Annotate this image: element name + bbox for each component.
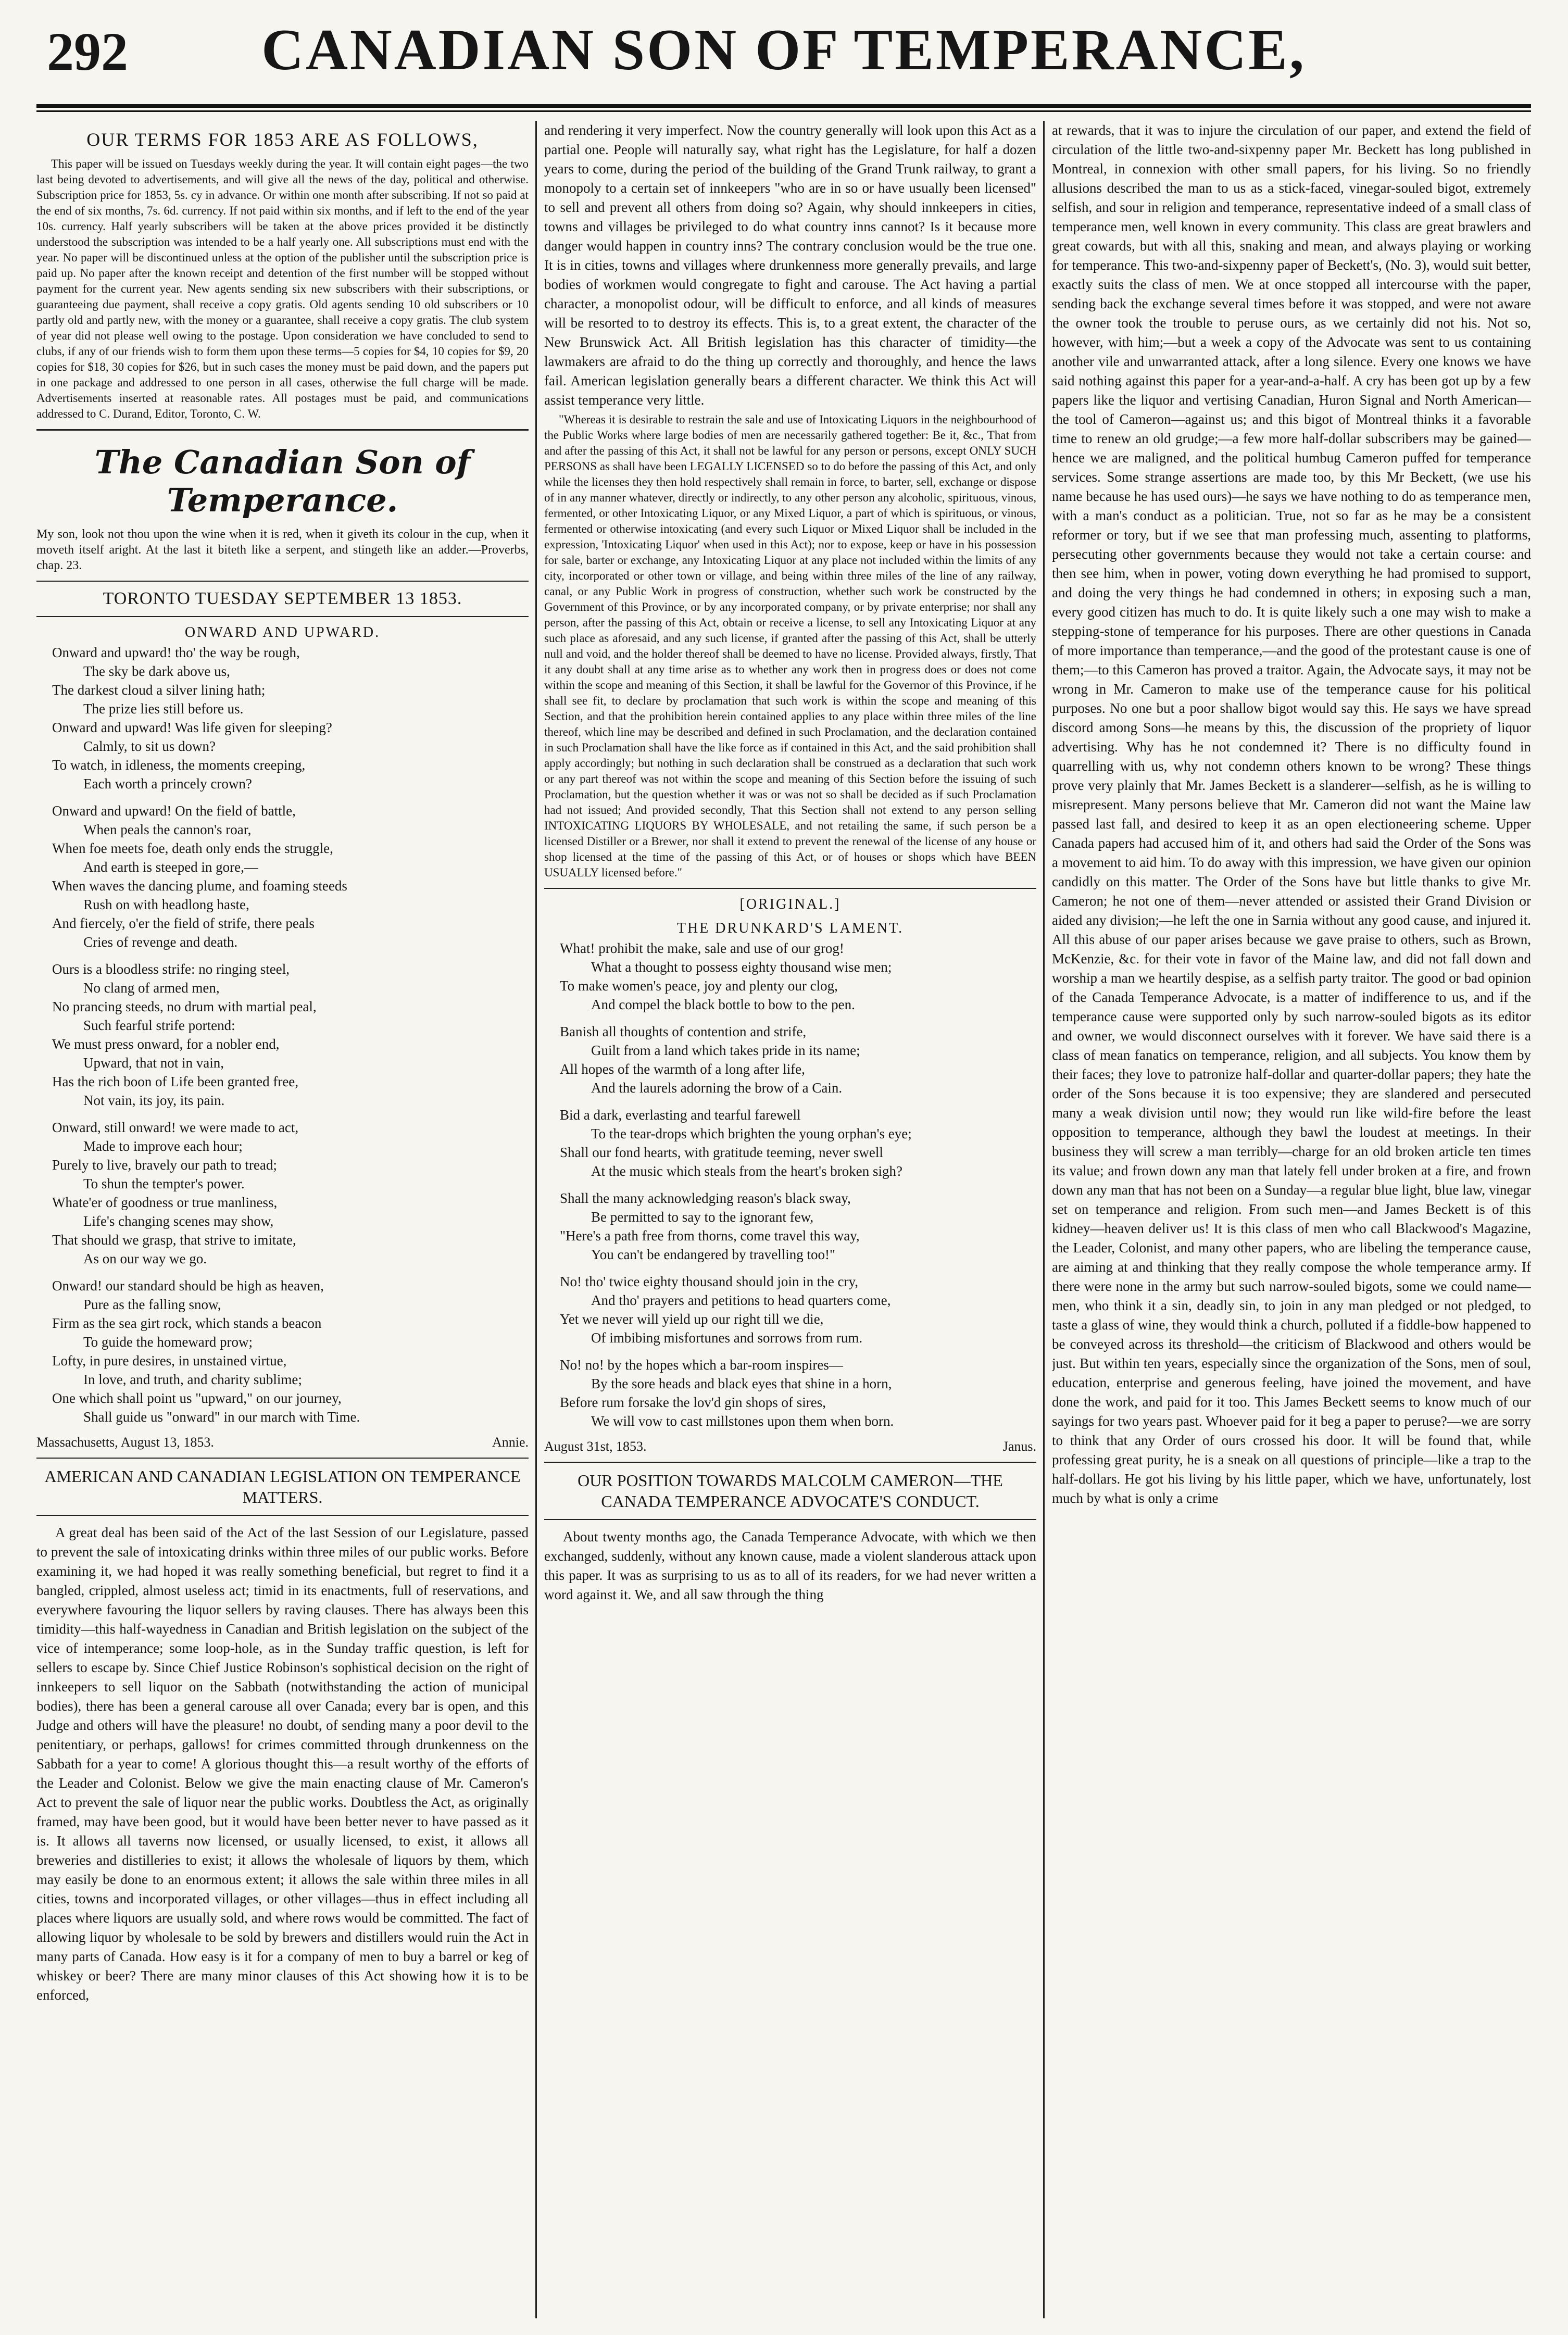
poem-line: Onward, still onward! we were made to act, [52, 1120, 299, 1135]
poem-line: Guilt from a land which takes pride in its name; [591, 1043, 860, 1058]
original-label: [ORIGINAL.] [739, 896, 841, 912]
poem-line: No! tho' twice eighty thousand should join in the cry, [560, 1274, 859, 1289]
dateline: TORONTO TUESDAY SEPTEMBER 13 1853. [103, 589, 462, 608]
poem-line: Bid a dark, everlasting and tearful farewell [560, 1107, 801, 1123]
poem-line: Has the rich boon of Life been granted free, [52, 1074, 299, 1089]
poem-line: Not vain, its joy, its pain. [83, 1093, 225, 1108]
poem-line: The prize lies still before us. [83, 701, 244, 717]
poem-line: Onward! our standard should be high as heaven, [52, 1278, 324, 1294]
paper-name: The Canadian Son of Temperance. [94, 443, 471, 519]
column-2 [544, 121, 1036, 2318]
column-1 [36, 121, 529, 2318]
poem-line: Life's changing scenes may show, [83, 1213, 274, 1229]
poem-line: Of imbibing misfortunes and sorrows from rum. [591, 1330, 863, 1346]
poem-line: At the music which steals from the heart's broken sigh? [591, 1163, 902, 1179]
masthead-rule-thin [36, 110, 1531, 112]
lament-author: Janus. [1002, 1439, 1036, 1454]
divider [36, 581, 529, 582]
poem-line: Ours is a bloodless strife: no ringing steel, [52, 961, 290, 977]
poem-line: To make women's peace, joy and plenty our clog, [560, 978, 838, 994]
poem-line: And tho' prayers and petitions to head quarters come, [591, 1292, 891, 1308]
poem-stanza [560, 939, 1036, 1014]
poem-line: And the laurels adorning the brow of a Cain. [591, 1080, 843, 1096]
poem-stanza [52, 801, 529, 951]
column-divider [1043, 121, 1045, 2318]
divider [36, 1515, 529, 1516]
position-continued: at rewards, that it was to injure the circulation of our paper, and extend the field of circulation of the little two-and-sixpenny paper Mr. Beckett has long published in Montreal, in connexion with other small papers, for his living. So no friendly allusions described the man to us as a stick-faced, vinegar-souled bigot, extremely selfish, and sour in religion and temperance, representative indeed of a small class of temperance men, well known in every community. This class are great brawlers and great cowards, but with all this, snaking and mean, and always playing or working for temperance. This two-and-sixpenny paper of Beckett's, (No. 3), would suit better, exactly suits the class of men. We at once stopped all intercourse with the paper, sending back the exchange several times before it was stopped, and were not aware the owner took the trouble to peruse ours, as we certainly did not his. Not so, however, with him;—but a week a copy of the Advocate was sent to us containing another vile and unwarranted attack, after a long silence. Every one knows we have said nothing against this paper for a year-and-a-half. A cry has been got up by a few papers like the liquor and vertising Canadian, Huron Signal and North American—the tool of Cameron—against us; and this bigot of Montreal thinks it a favorable time to renew an old grudge;—a few more half-dollar subscribers may be gained—hence we are maligned, and the political humbug Cameron puffed for temperance services. Some strange assertions are made too, by this Mr Beckett, (we use his name because he has used ours)—he says we have nothing to do as temperance men, with a man's conduct as a politician. True, not so far as he may be a consistent reformer or tory, but if we see that man professing much, assenting to platforms, persecuting other governments because they would not take a certain course: and then see him, when in power, voting down everything he had promised to support, and doing the very things he had condemned in others; in exposing such a man, every good citizen has much to do. It is quite likely such a one may wish to make a stepping-stone of temperance for his purposes. There are other questions in Canada of more importance than temperance,—and the good of the protestant cause is one of them;—to this Cameron has proved a traitor. Again, the Advocate says, it may not be wrong in Mr. Cameron to make use of the temperance cause for his political purposes. No one but a poor shallow bigot would say this. He says we have spread discord among Sons—he means by this, the discussion of the propriety of liquor advertising. Why has he not condemned it? There is no difficulty found in quarrelling with us, why not condemn others known to be wrong? These things prove very plainly that Mr. James Beckett is a slanderer—selfish, as he is willing to misrepresent. Many persons believe that Mr. Cameron did not want the Maine law passed last fall, and desired to keep it as an open electioneering scheme. Upper Canada papers had accused him of it, and others had said the Order of the Sons was a movement to aid him. To do away with this impression, we have given our opinion candidly on this matter. The Order of the Sons have but little thanks to give Mr. Cameron; he not one of them—never attended or assisted their Grand Division or aided any division;—he left the one in Sarnia without any good cause, and injured it. All this abuse of our paper arises because we gave praise to others, such as Brown, McKenzie, &c. for their vote in favor of the Maine law, and did not fall down and worship a man we heartily despise, as a selfish party traitor. The good or bad opinion of the Canada Temperance Advocate, is a matter of indifference to us, and if the temperance cause were supported only by such narrow-souled bigots as its editor and owner, we would disconnect ourselves with it forever. We have said there is a class of mean fanatics on temperance, religion, and all subjects. You know them by their faces; they love to patronize half-dollar and quarter-dollar papers; they hate the order of the Sons because it is too expensive; they are slandered and persecuted many a weak division until now; they would run like wild-fire before the least opposition to temperance, although they bawl the loudest at meetings. In their business they will screw a man terribly—charge for an old broken article ten times its value; and frown down any man that lately fell under broken at a fire, and frown down any man that has not been on a Sunday—a regular blue light, blue law, vinegar set on temperance and religion. From such men—and James Beckett is of this kidney—heaven deliver us! It is this class of men who call Blackwood's Magazine, the Leader, Colonist, and many other papers, who are libeling the temperance cause, are aiming at and thinking that they really compose the whole temperance army. If there were none in the army but such narrow-souled bigots, some we could name—men, who think it a sin, deadly sin, to join in any man pledged or not pledged, to taste a glass of wine, they would think a church, polluted if a fiddle-bow happened to be conveyed across its threshold—the criticism of Blackwood and others would be just. But within ten years, especially since the organization of the Sons, men of soul, education, enterprise and generous feeling, have joined the movement, and have done the work, and paid for it too. This James Beckett seems to know much of our sayings for two years past. Whoever paid for it beg a paper to peruse?—we are sorry to think that any Order of ours crossed his door. It will be found that, while professing great purity, he is a sneak on all questions of principle—like a trap to the half-dollars. He got his living by his little paper, which we have, unfortunately, lost much by what is only a crime [1052, 122, 1531, 1506]
divider [544, 888, 1036, 889]
poem-line: Purely to live, bravely our path to tread; [52, 1157, 277, 1173]
poem-line: All hopes of the warmth of a long after life, [560, 1061, 805, 1077]
terms-heading: OUR TERMS FOR 1853 ARE AS FOLLOWS, [86, 129, 479, 150]
poem-line: When peals the cannon's roar, [83, 822, 252, 837]
poem-line: Lofty, in pure desires, in unstained virtue, [52, 1353, 287, 1369]
poem-line: When waves the dancing plume, and foaming steeds [52, 878, 347, 894]
poem-line: No clang of armed men, [83, 980, 220, 996]
poem-line: Pure as the falling snow, [83, 1297, 221, 1312]
divider [36, 429, 529, 431]
divider [36, 616, 529, 617]
poem-signoff [36, 1435, 529, 1450]
poem-line: To the tear-drops which brighten the young orphan's eye; [591, 1126, 912, 1141]
poem-line: "Here's a path free from thorns, come travel this way, [560, 1228, 860, 1244]
poem-line: No! no! by the hopes which a bar-room inspires— [560, 1357, 843, 1373]
poem-line: Onward and upward! tho' the way be rough, [52, 645, 300, 660]
poem-stanza [560, 1189, 1036, 1264]
page-number: 292 [47, 22, 128, 82]
poem-title: ONWARD AND UPWARD. [184, 624, 381, 641]
poem-line: The darkest cloud a silver lining hath; [52, 682, 266, 698]
poem-stanza [52, 643, 529, 793]
masthead-rule [36, 104, 1531, 108]
position-heading: OUR POSITION TOWARDS MALCOLM CAMERON—THE CANADA TEMPERANCE ADVOCATE'S CONDUCT. [578, 1471, 1003, 1511]
poem-line: You can't be endangered by travelling too!" [591, 1247, 836, 1262]
poem-line: Shall guide us "onward" in our march with Time. [83, 1409, 360, 1425]
poem-line: One which shall point us "upward," on our journey, [52, 1390, 342, 1406]
poem-line: We will vow to cast millstones upon them when born. [591, 1413, 894, 1429]
poem-line: As on our way we go. [83, 1251, 207, 1266]
poem-line: That should we grasp, that strive to imitate, [52, 1232, 296, 1248]
poem-line: Made to improve each hour; [83, 1138, 243, 1154]
poem-place: Massachusetts, August 13, 1853. [36, 1435, 214, 1450]
poem-line: Rush on with headlong haste, [83, 897, 249, 912]
paper-title: CANADIAN SON OF TEMPERANCE, [261, 18, 1306, 82]
poem-line: Banish all thoughts of contention and strife, [560, 1024, 807, 1039]
poem-stanza [52, 1118, 529, 1268]
poem-drunkards-lament [544, 939, 1036, 1430]
poem-line: Before rum forsake the lov'd gin shops of sires, [560, 1395, 826, 1410]
poem-line: Upward, that not in vain, [83, 1055, 224, 1071]
article-heading: AMERICAN AND CANADIAN LEGISLATION ON TEMPERANCE MATTERS. [44, 1467, 521, 1507]
poem-line: Be permitted to say to the ignorant few, [591, 1209, 814, 1225]
poem-line: Firm as the sea girt rock, which stands a beacon [52, 1315, 322, 1331]
poem-line: And compel the black bottle to bow to the pen. [591, 997, 855, 1012]
poem-stanza [560, 1106, 1036, 1181]
poem-line: What a thought to possess eighty thousand wise men; [591, 959, 892, 975]
column-divider [535, 121, 537, 2318]
poem-line: In love, and truth, and charity sublime; [83, 1372, 302, 1387]
poem-line: And earth is steeped in gore,— [83, 859, 258, 875]
poem-stanza [52, 1276, 529, 1426]
motto: My son, look not thou upon the wine when it is red, when it giveth its colour in the cup, when it moveth itself aright. At the last it biteth like a serpent, and stingeth like an adder.—Proverbs, chap. 23. [36, 528, 529, 572]
quoted-act: "Whereas it is desirable to restrain the sale and use of Intoxicating Liquors in the neighbourhood of the Public Works where large bodies of men are necessarily gathered together: Be it, &c., That from and after the passing of this Act, it shall not be lawful for any person or persons, except ONLY SUCH PERSONS as shall have been LEGALLY LICENSED so to do before the passing of this Act, and only while the licenses they then hold respectively shall remain in force, to barter, sell, exchange or dispose of in any manner whatever, directly or indirectly, to any other person any alcoholic, spirituous, vinous, fermented, or other Intoxicating Liquor, or any Mixed Liquor, a part of which is spirituous, or vinous, fermented or otherwise intoxicating (and every such Liquor or Mixed Liquor shall be included in the expression, 'Intoxicating Liquor' when used in this Act); nor to expose, keep or have in his possession for sale, barter or exchange, any Intoxicating Liquor at any place not included within the limits of any city, incorporated or other town or village, and being within three miles of the line of any railway, canal, or any Public Work in progress of construction, whether such work be constructed by the Government of this Province, or by any incorporated company, or by private enterprise; nor shall any person, after the passing of this Act, obtain or receive a license, to sell any Intoxicating Liquor at any such place as aforesaid, and any such license, if granted after the passing of this Act, shall be utterly null and void, and the holder thereof shall be deemed to have no license. Provided always, firstly, That it any doubt shall at any time arise as to whether any work then in progress does or does not come within the scope and meaning of this Section, it shall be lawful for the Governor of this Province, if he shall see fit, to declare by proclamation that such work is within the scope and meaning of this Section, and that the prohibition herein contained applies to any place within three miles of the line thereof, which line may be described and defined in such Proclamation, and the declaration contained in such Proclamation shall have the like force as if contained in this Act, and the said prohibition shall apply accordingly; but nothing in such declaration shall be construed as a declaration that such work or any part thereof was not within the scope and meaning of this Section before the issuing of such Proclamation, but the question whether it was or was not so shall be decided as if such Proclamation had not issued; And provided secondly, That this Section shall not extend to any person selling INTOXICATING LIQUORS BY WHOLESALE, and not retailing the same, if such person be a licensed Distiller or a Brewer, nor shall it extend to prevent the renewal of the license of any house or shop licensed at the time of the passing of this Act, or of houses or shops which have BEEN USUALLY licensed before." [544, 413, 1036, 879]
terms-text: This paper will be issued on Tuesdays weekly during the year. It will contain eight pages—the two last being devoted to advertisements, and will give all the news of the day, political and otherwise. Subscription price for 1853, 5s. cy in advance. Or within one month after subscribing. If not so paid at the end of six months, 7s. 6d. currency. If not paid within six months, and if left to the end of the year 10s. currency. Half yearly subscribers will be taken at the above prices provided it be distinctly understood the subscription was intended to be a half yearly one. All subscriptions must end with the year. No paper will be discontinued unless at the option of the publisher until the subscription price is paid up. No paper after the known receipt and detention of the first number will be stopped without payment for the current year. New agents sending six new subscribers with their subscriptions, or guaranteeing due payment, shall receive a copy gratis. Old agents sending 10 old subscribers or 10 partly old and partly new, with the money or a guarantee, shall receive a copy gratis. The club system of year did not please well owing to the postage. Upon consideration we have concluded to send to clubs, if any of our friends wish to form them upon these terms—5 copies for $4, 10 copies for $9, 20 copies for $18, 30 copies for $26, but in such cases the money must be paid down, and the papers put in one package and addressed to one person in all cases, otherwise the full charge will be made. Advertisements inserted at reasonable rates. All postages must be paid, and communications addressed to C. Durand, Editor, Toronto, C. W. [36, 157, 529, 420]
lament-title: THE DRUNKARD'S LAMENT. [676, 920, 904, 936]
poem-stanza [560, 1022, 1036, 1097]
poem-stanza [560, 1272, 1036, 1347]
poem-line: And fiercely, o'er the field of strife, there peals [52, 915, 315, 931]
poem-author: Annie. [492, 1435, 529, 1450]
poem-line: Onward and upward! Was life given for sleeping? [52, 720, 332, 735]
poem-line: Shall our fond hearts, with gratitude teeming, never swell [560, 1145, 883, 1160]
poem-line: Such fearful strife portend: [83, 1018, 235, 1033]
divider [544, 1519, 1036, 1520]
poem-stanza [560, 1355, 1036, 1430]
poem-line: Cries of revenge and death. [83, 934, 238, 950]
lament-date: August 31st, 1853. [544, 1439, 647, 1454]
poem-line: To watch, in idleness, the moments creeping, [52, 757, 306, 773]
divider [36, 1458, 529, 1459]
poem-line: When foe meets foe, death only ends the struggle, [52, 840, 333, 856]
poem-stanza [52, 960, 529, 1110]
poem-line: To shun the tempter's power. [83, 1176, 245, 1191]
masthead [36, 11, 1531, 110]
divider [544, 1462, 1036, 1463]
article-text: A great deal has been said of the Act of the last Session of our Legislature, passed to prevent the sale of intoxicating drinks within three miles of our public works. Before examining it, we had hoped it was really something beneficial, but regret to find it a bangled, crippled, almost useless act; timid in its enactments, full of reservations, and everywhere favouring the liquor sellers by raving clauses. There has always been this timidity—this half-wayedness in Canadian and British legislation on the subject of the vice of intemperance; some loop-hole, as in the Sunday traffic question, is left for sellers to escape by. Since Chief Justice Robinson's sophistical decision on the right of innkeepers to sell liquor on the Sabbath (notwithstanding the action of municipal bodies), there has been a general carouse all over Canada; every bar is open, and this Judge and others will have the pleasure! no doubt, of sending many a poor devil to the penitentiary, or perhaps, gallows! for crimes committed through drunkenness on the Sabbath for a year to come! A glorious thought this—a result worthy of the efforts of the Leader and Colonist. Below we give the main enacting clause of Mr. Cameron's Act to prevent the sale of liquor near the public works. Doubtless the Act, as originally framed, may have been good, but it would have been better never to have passed as it is. It allows all taverns now licensed, or usually licensed, to exist, it allows all breweries and distilleries to exist; it allows the wholesale of liquors by them, which may easily be done to an enormous extent; it allows the sale within three miles in all cities, towns and incorporated villages, or other villages—thus in effect including all places where liquors are usually sold, and where rows would be committed. The fact of allowing liquor by wholesale to be sold by brewers and distillers would ruin the Act in many parts of Canada. How easy is it for a company of men to buy a barrel or keg of whiskey or beer? There are many minor clauses of this Act showing how it is to be enforced, [36, 1525, 529, 2003]
poem-line: We must press onward, for a nobler end, [52, 1036, 280, 1052]
poem-line: The sky be dark above us, [83, 663, 230, 679]
poem-line: Calmly, to sit us down? [83, 738, 216, 754]
poem-onward-and-upward [36, 643, 529, 1426]
article-continued: and rendering it very imperfect. Now the country generally will look upon this Act as a partial one. People will naturally say, what right has the Legislature, for half a dozen years to come, during the period of the building of the Grand Trunk railway, to grant a monopoly to a certain set of innkeepers "who are in so or have usually been licensed" to sell and prevent all others from doing so? Again, why should innkeepers in cities, towns and villages be privileged to do what country inns cannot? Is it because more danger would happen in country inns? The contrary conclusion would be the true one. It is in cities, towns and villages where drunkenness more generally prevails, and large bodies of workmen would congregate to fight and carouse. The Act having a partial character, a monopolist odour, will be difficult to enforce, and all kinds of measures will be resorted to to destroy its effects. This is, to a great extent, the character of the New Brunswick Act. All British legislation has this character of timidity—the lawmakers are afraid to do the thing up correctly and thoroughly, and hence the laws fail. American legislation generally bears a different character. We think this Act will assist temperance very little. [544, 122, 1036, 408]
poem-line: Shall the many acknowledging reason's black sway, [560, 1190, 851, 1206]
poem-line: Onward and upward! On the field of battle, [52, 803, 296, 819]
poem-line: By the sore heads and black eyes that shine in a horn, [591, 1376, 892, 1391]
poem-line: Whate'er of goodness or true manliness, [52, 1195, 278, 1210]
column-3 [1052, 121, 1531, 2318]
poem-line: Yet we never will yield up our right till we die, [560, 1311, 824, 1327]
poem-line: To guide the homeward prow; [83, 1334, 253, 1350]
poem-line: No prancing steeds, no drum with martial peal, [52, 999, 317, 1014]
poem-line: What! prohibit the make, sale and use of our grog! [560, 940, 844, 956]
position-text: About twenty months ago, the Canada Temperance Advocate, with which we then exchanged, suddenly, without any known cause, made a violent slanderous attack upon this paper. It was as surprising to us as to all of its readers, for we had never written a word against it. We, and all saw through the thing [544, 1529, 1036, 1602]
lament-signoff [544, 1439, 1036, 1454]
poem-line: Each worth a princely crown? [83, 776, 252, 792]
